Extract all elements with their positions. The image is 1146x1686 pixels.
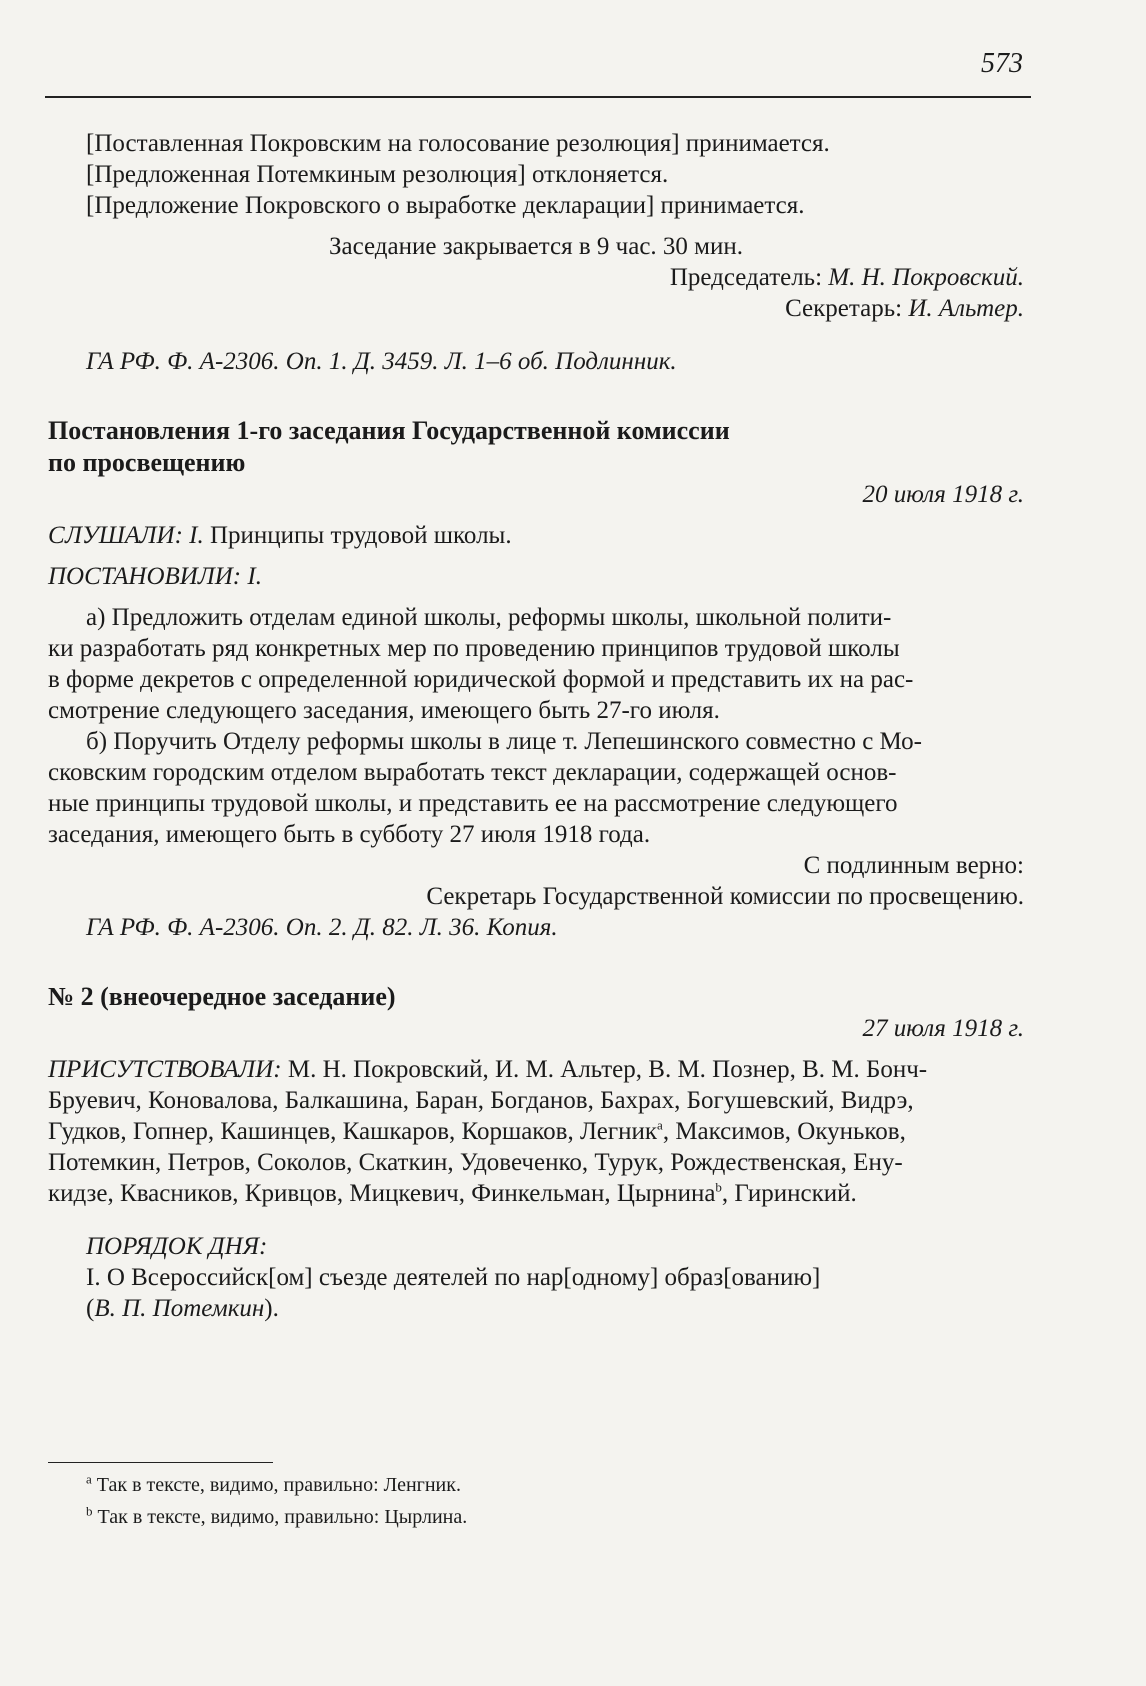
cert-signature: Секретарь Государственной комиссии по просвещению. bbox=[426, 883, 1024, 910]
present-text-5b: , Гиринский. bbox=[721, 1180, 857, 1207]
present-line-4: Потемкин, Петров, Соколов, Скаткин, Удовеченко, Турук, Рождественская, Ену- bbox=[48, 1149, 903, 1176]
secretary-signature bbox=[48, 293, 1024, 324]
present-text-1: М. Н. Покровский, И. М. Альтер, В. М. Познер, В. М. Бонч- bbox=[281, 1056, 928, 1083]
agenda-paren-open: ( bbox=[86, 1295, 95, 1322]
present-text-3b: , Максимов, Окуньков, bbox=[662, 1118, 906, 1145]
footnote-rule bbox=[48, 1462, 273, 1463]
para-b-line-4: заседания, имеющего быть в субботу 27 июля 1918 года. bbox=[48, 821, 651, 848]
para-a-line-4: смотрение следующего заседания, имеющего быть 27-го июля. bbox=[48, 697, 720, 724]
present-line-3 bbox=[48, 1116, 1024, 1147]
footnote-a bbox=[48, 1469, 1024, 1501]
chairman-signature bbox=[48, 262, 1024, 293]
heard-label: СЛУШАЛИ: I. bbox=[48, 522, 204, 549]
heard-text: Принципы трудовой школы. bbox=[203, 522, 512, 549]
secretary-label: Секретарь: bbox=[785, 295, 909, 322]
resolution-line-2: [Предложенная Потемкиным резолюция] отклоняется. bbox=[86, 161, 669, 188]
archive-ref-2: ГА РФ. Ф. А-2306. Оп. 2. Д. 82. Л. 36. Копия. bbox=[86, 914, 558, 941]
footnote-mark-b: b bbox=[715, 1179, 722, 1195]
para-b-line-1: б) Поручить Отделу реформы школы в лице т. Лепешинского совместно с Мо- bbox=[86, 728, 922, 755]
page-header bbox=[45, 38, 1031, 98]
para-b-line-3: ные принципы трудовой школы, и представить ее на рассмотрение следующего bbox=[48, 790, 898, 817]
present-label: ПРИСУТСТВОВАЛИ: bbox=[48, 1056, 282, 1083]
footnotes bbox=[48, 1462, 1024, 1533]
footnote-mark-a: a bbox=[657, 1117, 663, 1133]
page-body bbox=[48, 128, 1024, 1324]
footnote-b-text: Так в тексте, видимо, правильно: Цырлина. bbox=[97, 1506, 468, 1528]
present-line-5 bbox=[48, 1178, 1024, 1209]
section2-date: 27 июля 1918 г. bbox=[862, 1015, 1024, 1042]
section1-title-line2: по просвещению bbox=[48, 448, 246, 477]
para-a-line-2: ки разработать ряд конкретных мер по проведению принципов трудовой школы bbox=[48, 635, 900, 662]
agenda-item-line-2 bbox=[48, 1293, 1024, 1324]
section2-title: № 2 (внеочередное заседание) bbox=[48, 982, 396, 1011]
present-line-1 bbox=[48, 1054, 1024, 1085]
agenda-paren-close: ). bbox=[264, 1295, 279, 1322]
present-line-2: Бруевич, Коновалова, Балкашина, Баран, Богданов, Бахрах, Богушевский, Видрэ, bbox=[48, 1087, 914, 1114]
footnote-a-text: Так в тексте, видимо, правильно: Ленгник. bbox=[96, 1474, 461, 1496]
footnote-b bbox=[48, 1501, 1024, 1533]
present-text-3a: Гудков, Гопнер, Кашинцев, Кашкаров, Коршаков, Легник bbox=[48, 1118, 658, 1145]
resolved-label: ПОСТАНОВИЛИ: I. bbox=[48, 563, 262, 590]
secretary-name: И. Альтер. bbox=[908, 295, 1024, 322]
meeting-close: Заседание закрывается в 9 час. 30 мин. bbox=[328, 233, 743, 260]
archive-ref-1: ГА РФ. Ф. А-2306. Оп. 1. Д. 3459. Л. 1–6 об. Подлинник. bbox=[86, 348, 677, 375]
chairman-name: М. Н. Покровский. bbox=[828, 264, 1024, 291]
section1-date: 20 июля 1918 г. bbox=[862, 481, 1024, 508]
resolution-line-1: [Поставленная Покровским на голосование резолюция] принимается. bbox=[86, 130, 830, 157]
para-a-line-3: в форме декретов с определенной юридической формой и представить их на рас- bbox=[48, 666, 914, 693]
para-a-line-1: а) Предложить отделам единой школы, реформы школы, школьной полити- bbox=[86, 604, 892, 631]
para-b-line-2: сковским городским отделом выработать текст декларации, содержащей основ- bbox=[48, 759, 897, 786]
agenda-item-line-1: I. О Всероссийск[ом] съезде деятелей по нар[одному] образ[ованию] bbox=[86, 1264, 821, 1291]
chairman-label: Председатель: bbox=[669, 264, 829, 291]
footnote-b-mark: b bbox=[86, 1503, 93, 1519]
present-text-5a: кидзе, Квасников, Кривцов, Мицкевич, Финкельман, Цырнина bbox=[48, 1180, 716, 1207]
agenda-speaker: В. П. Потемкин bbox=[94, 1295, 265, 1322]
page-number: 573 bbox=[981, 48, 1023, 79]
heard-line bbox=[48, 520, 1024, 551]
certified-line: С подлинным верно: bbox=[803, 852, 1024, 879]
footnote-a-mark: a bbox=[86, 1471, 92, 1487]
agenda-label: ПОРЯДОК ДНЯ: bbox=[86, 1233, 268, 1260]
section1-title-line1: Постановления 1-го заседания Государственной комиссии bbox=[48, 416, 730, 445]
resolution-line-3: [Предложение Покровского о выработке декларации] принимается. bbox=[86, 192, 805, 219]
